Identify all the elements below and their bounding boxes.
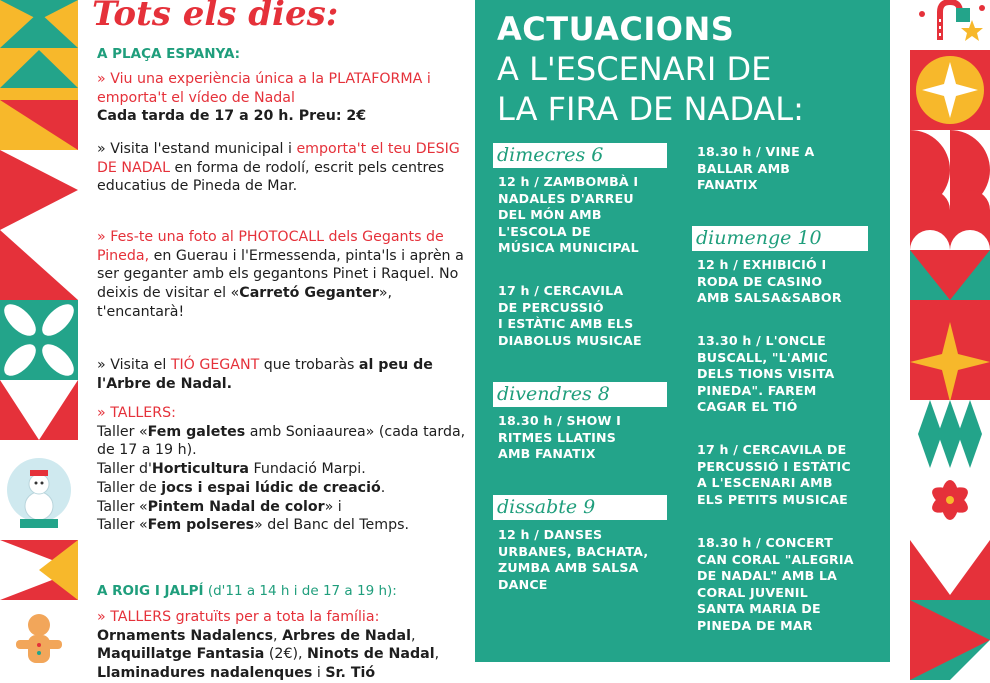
- paragraph-plataforma: [97, 70, 469, 126]
- event-dissabte-1: 12 h / DANSES URBANES, BACHATA, ZUMBA AMB SALSA DANCE: [498, 527, 649, 592]
- left-decorative-border: [0, 0, 78, 680]
- star-icon: [961, 20, 983, 41]
- photocall-text-1: en Guerau i l'Ermessenda, pinta'ls i aprèn a ser geganter amb els gegantons Pinet i Raquel. No deixis de visitar el «: [97, 247, 464, 302]
- paragraph-desig: [97, 140, 469, 196]
- tallers-heading: » TALLERS:: [97, 405, 176, 421]
- actuacions-heading: ACTUACIONS: [497, 10, 735, 48]
- photocall-text-2: », t'encantarà!: [97, 285, 393, 320]
- event-diumenge-3: 17 h / CERCAVILA DE PERCUSSIÓ I ESTÀTIC A L'ESCENARI AMB ELS PETITS MUSICAE: [697, 442, 851, 507]
- roig-tallers-heading: » TALLERS gratuïts per a tota la família:: [97, 609, 380, 625]
- event-dissabte-2: 18.30 h / VINE A BALLAR AMB FANATIX: [697, 144, 815, 193]
- tio-location: al peu de l'Arbre de Nadal.: [97, 357, 433, 392]
- roig-jalpi-title: A ROIG I JALPÍ: [97, 583, 204, 599]
- tio-highlight: TIÓ GEGANT: [170, 357, 260, 373]
- day-header-divendres: [493, 382, 667, 407]
- taller-1-suffix: amb Soniaaurea» (cada tarda, de 17 a 19 h).: [97, 423, 466, 459]
- taller-3-prefix: Taller de: [97, 479, 162, 496]
- carreto-geganter: Carretó Geganter: [239, 285, 379, 302]
- gingerbread-man-icon: [16, 614, 62, 663]
- taller-4-prefix: Taller «: [97, 498, 148, 515]
- roig-jalpi-hours: (d'11 a 14 h i de 17 a 19 h):: [203, 583, 397, 599]
- page-title: Tots els dies:: [92, 0, 339, 34]
- section-heading-roig-jalpi: [97, 583, 397, 599]
- snowglobe-snowman-icon: [7, 458, 71, 528]
- taller-3-suffix: .: [380, 479, 386, 496]
- paragraph-tio: [97, 356, 469, 393]
- taller-1-prefix: Taller «: [97, 423, 148, 440]
- candy-cane-icon: [940, 2, 970, 40]
- day-label-dissabte: dissabte 9: [497, 496, 596, 518]
- photocall-highlight: » Fes-te una foto al PHOTOCALL dels Gegants de Pineda,: [97, 229, 444, 264]
- right-decorative-border: [910, 0, 990, 680]
- taller-5-name: Fem polseres: [147, 517, 255, 534]
- sep-5: i: [312, 665, 326, 682]
- taller-2-suffix: Fundació Marpi.: [248, 461, 366, 478]
- sep-2: ,: [410, 627, 416, 644]
- paragraph-roig-jalpi: [97, 608, 469, 683]
- plataforma-text: » Viu una experiència única a la PLATAFORMA i emporta't el vídeo de Nadal: [97, 71, 431, 106]
- plataforma-price: Cada tarda de 17 a 20 h. Preu: 2€: [97, 108, 367, 125]
- event-divendres-1: 18.30 h / SHOW I RITMES LLATINS AMB FANATIX: [498, 413, 622, 462]
- activity-1: Ornaments Nadalencs: [97, 627, 274, 644]
- day-header-dimecres: [493, 143, 667, 168]
- tallers-list: [97, 404, 469, 535]
- activity-5: Llaminadures nadalenques: [97, 665, 313, 682]
- taller-3-name: jocs i espai lúdic de creació: [161, 479, 381, 496]
- taller-4-name: Pintem Nadal de color: [147, 498, 325, 515]
- taller-5-suffix: » del Banc del Temps.: [254, 517, 410, 534]
- poinsettia-icon: [928, 480, 972, 520]
- sep-3: (2€),: [264, 646, 308, 663]
- activity-3: Maquillatge Fantasia: [97, 646, 265, 663]
- day-label-dimecres: dimecres 6: [497, 144, 604, 166]
- actuacions-subheading-1: A L'ESCENARI DE: [497, 50, 772, 88]
- taller-1-name: Fem galetes: [147, 423, 246, 440]
- day-header-diumenge: [692, 226, 868, 251]
- event-diumenge-4: 18.30 h / CONCERT CAN CORAL "ALEGRIA DE NADAL" AMB LA CORAL JUVENIL SANTA MARIA DE PINEDA DE MAR: [697, 535, 854, 633]
- paragraph-photocall: [97, 228, 469, 322]
- taller-5-prefix: Taller «: [97, 517, 148, 534]
- activity-2: Arbres de Nadal: [282, 627, 411, 644]
- desig-highlight: emporta't el teu DESIG DE NADAL: [97, 141, 460, 176]
- taller-2-prefix: Taller d': [97, 461, 152, 478]
- activity-4: Ninots de Nadal: [307, 646, 435, 663]
- activity-6: Sr. Tió: [325, 665, 376, 682]
- sep-1: ,: [273, 627, 283, 644]
- actuacions-subheading-2: LA FIRA DE NADAL:: [497, 90, 804, 128]
- taller-2-name: Horticultura: [151, 461, 249, 478]
- tio-text-1: » Visita el: [97, 357, 171, 373]
- desig-text-1: » Visita l'estand municipal i: [97, 141, 297, 157]
- taller-4-suffix: » i: [324, 498, 342, 515]
- section-heading-placa-espanya: A PLAÇA ESPANYA:: [97, 46, 241, 62]
- day-label-divendres: divendres 8: [497, 383, 610, 405]
- day-header-dissabte: [493, 495, 667, 520]
- event-dimecres-2: 17 h / CERCAVILA DE PERCUSSIÓ I ESTÀTIC AMB ELS DIABOLUS MUSICAE: [498, 283, 642, 348]
- day-label-diumenge: diumenge 10: [696, 227, 822, 249]
- event-diumenge-2: 13.30 h / L'ONCLE BUSCALL, "L'AMIC DELS TIONS VISITA PINEDA". FAREM CAGAR EL TIÓ: [697, 333, 835, 415]
- sep-4: ,: [434, 646, 440, 663]
- event-dimecres-1: 12 h / ZAMBOMBÀ I NADALES D'ARREU DEL MÓN AMB L'ESCOLA DE MÚSICA MUNICIPAL: [498, 174, 639, 256]
- event-diumenge-1: 12 h / EXHIBICIÓ I RODA DE CASINO AMB SALSA&SABOR: [697, 257, 842, 306]
- desig-text-2: en forma de rodolí, escrit pels centres educatius de Pineda de Mar.: [97, 159, 445, 195]
- tio-text-2: que trobaràs: [259, 357, 359, 373]
